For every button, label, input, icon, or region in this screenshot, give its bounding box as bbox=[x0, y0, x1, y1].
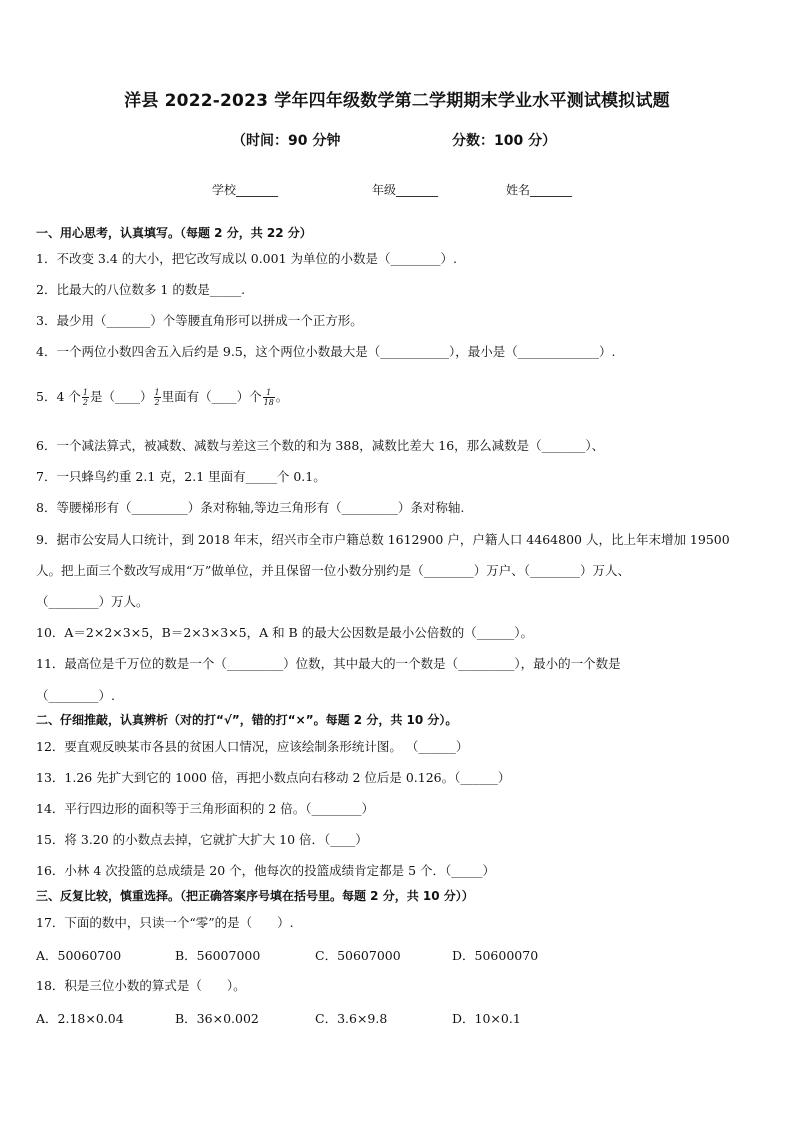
section-2-heading: 二、仔细推敲，认真辨析（对的打“√”，错的打“×”。每题 2 分，共 10 分）。 bbox=[36, 713, 458, 727]
question-16: 16．小林 4 次投篮的总成绩是 20 个，他每次的投篮成绩肯定都是 5 个．（_____） bbox=[36, 863, 496, 878]
exam-time: （时间：90 分钟 bbox=[232, 133, 341, 149]
grade-field[interactable]: 年级_______ bbox=[372, 183, 439, 197]
question-8: 8．等腰梯形有（_________）条对称轴,等边三角形有（_________）条对称轴. bbox=[36, 500, 465, 515]
q18-option-c[interactable]: C．3.6×9.8 bbox=[315, 1011, 388, 1026]
fraction: $\frac{1}{18}$ bbox=[263, 388, 274, 407]
q17-option-c[interactable]: C．50607000 bbox=[315, 948, 401, 963]
question-9-line-3: （________）万人。 bbox=[36, 594, 149, 609]
question-3: 3．最少用（_______）个等腰直角形可以拼成一个正方形。 bbox=[36, 313, 363, 328]
question-5-part: 是（____） bbox=[89, 389, 153, 404]
question-14: 14．平行四边形的面积等于三角形面积的 2 倍。（________） bbox=[36, 801, 375, 816]
question-15: 15．将 3.20 的小数点去掉，它就扩大扩大 10 倍．（____） bbox=[36, 832, 368, 847]
section-1-heading: 一、用心思考，认真填写。（每题 2 分，共 22 分） bbox=[36, 226, 312, 240]
question-5-part: 。 bbox=[275, 389, 289, 404]
question-1: 1．不改变 3.4 的大小，把它改写成以 0.001 为单位的小数是（________）. bbox=[36, 251, 457, 266]
q18-option-b[interactable]: B．36×0.002 bbox=[175, 1011, 259, 1026]
q18-option-d[interactable]: D．10×0.1 bbox=[452, 1011, 521, 1026]
question-5-part: 5．4 个 bbox=[36, 389, 81, 404]
q17-option-a[interactable]: A．50060700 bbox=[36, 948, 122, 963]
school-field[interactable]: 学校_______ bbox=[212, 183, 279, 197]
question-9-line-2: 人。把上面三个数改写成用“万”做单位，并且保留一位小数分别约是（________）万户、（________）万人、 bbox=[36, 563, 631, 578]
q17-option-b[interactable]: B．56007000 bbox=[175, 948, 261, 963]
section-3-heading: 三、反复比较，慎重选择。（把正确答案序号填在括号里。每题 2 分，共 10 分）） bbox=[36, 889, 474, 903]
question-5-part: 里面有（____）个 bbox=[161, 389, 262, 404]
question-11-line-1: 11．最高位是千万位的数是一个（_________）位数，其中最大的一个数是（_________），最小的一个数是 bbox=[36, 656, 621, 671]
fraction: $\frac{1}{2}$ bbox=[154, 388, 160, 407]
question-9-line-1: 9．据市公安局人口统计，到 2018 年末，绍兴市全市户籍总数 1612900 户，户籍人口 4464800 人，比上年末增加 19500 bbox=[36, 532, 730, 547]
exam-score: 分数：100 分） bbox=[452, 133, 557, 149]
question-13: 13．1.26 先扩大到它的 1000 倍，再把小数点向右移动 2 位后是 0.126。（______） bbox=[36, 770, 511, 785]
question-12: 12．要直观反映某市各县的贫困人口情况，应该绘制条形统计图。 （______） bbox=[36, 739, 469, 754]
exam-title: 洋县 2022-2023 学年四年级数学第二学期期末学业水平测试模拟试题 bbox=[124, 91, 670, 111]
question-17: 17．下面的数中，只读一个“零”的是（ ）. bbox=[36, 915, 294, 930]
question-18: 18．积是三位小数的算式是（ ）。 bbox=[36, 978, 246, 993]
q18-option-a[interactable]: A．2.18×0.04 bbox=[36, 1011, 124, 1026]
question-6: 6．一个减法算式，被减数、减数与差这三个数的和为 388，减数比差大 16，那么减数是（_______）、 bbox=[36, 438, 605, 453]
question-4: 4．一个两位小数四舍五入后约是 9.5，这个两位小数最大是（___________），最小是（_____________）. bbox=[36, 344, 616, 359]
question-7: 7．一只蜂鸟约重 2.1 克，2.1 里面有_____个 0.1。 bbox=[36, 469, 326, 484]
question-11-line-2: （________）. bbox=[36, 688, 115, 703]
q17-option-d[interactable]: D．50600070 bbox=[452, 948, 539, 963]
name-field[interactable]: 姓名_______ bbox=[506, 183, 573, 197]
fraction: $\frac{1}{2}$ bbox=[82, 388, 88, 407]
question-2: 2．比最大的八位数多 1 的数是_____. bbox=[36, 282, 246, 297]
question-5 bbox=[36, 388, 288, 407]
question-10: 10．A＝2×2×3×5，B＝2×3×3×5，A 和 B 的最大公因数是最小公倍数的（______）。 bbox=[36, 625, 533, 640]
